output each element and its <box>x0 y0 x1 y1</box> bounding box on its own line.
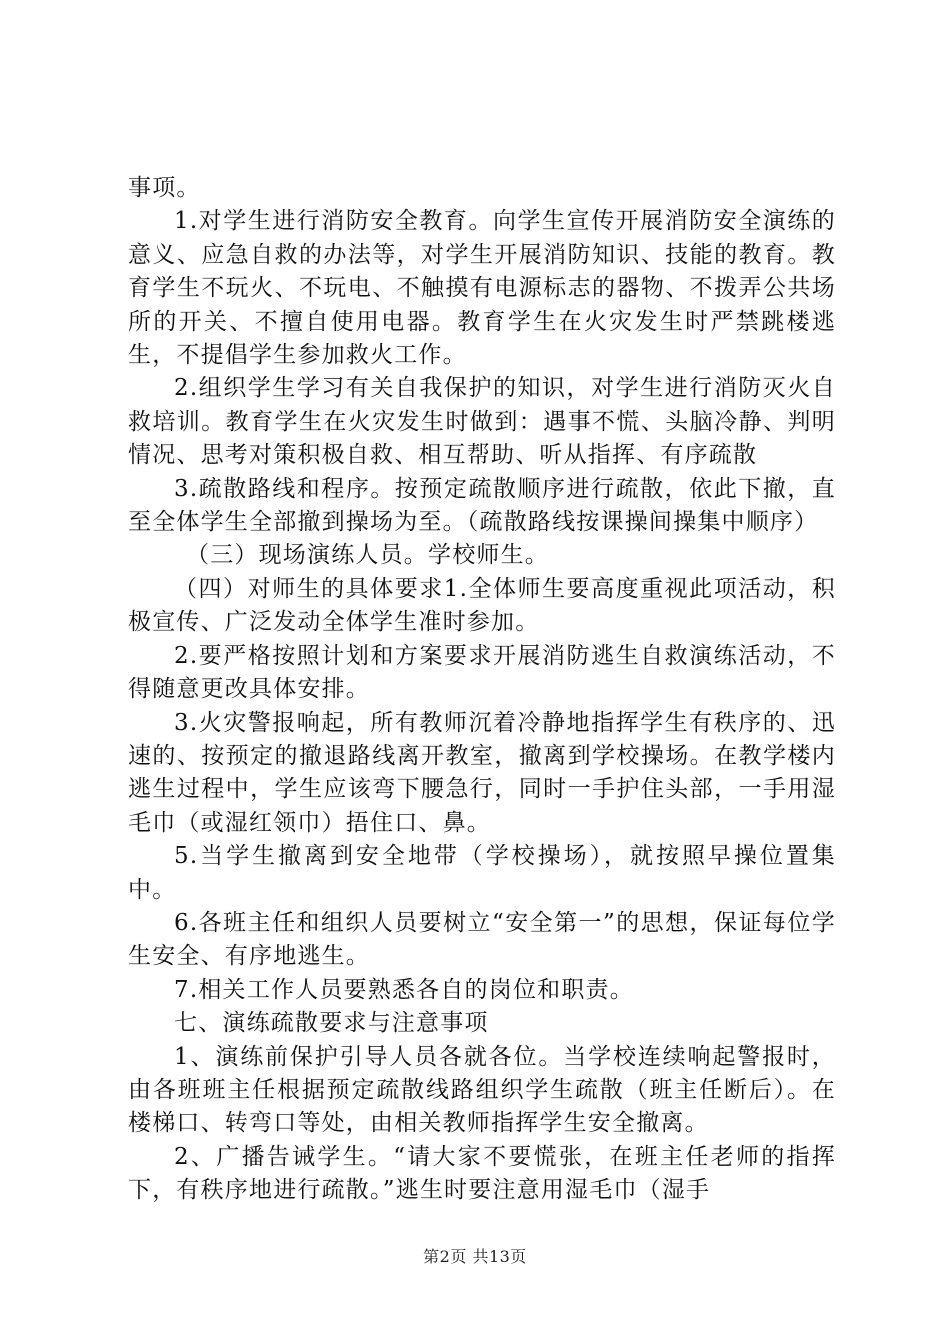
paragraph-requirements-6: 6.各班主任和组织人员要树立“安全第一”的思想，保证每位学生安全、有序地逃生。 <box>128 909 836 970</box>
page-number-footer: 第2页 共13页 <box>423 1247 527 1266</box>
document-body <box>128 172 836 1208</box>
paragraph-evacuation-note-2: 2、广播告诫学生。“请大家不要慌张，在班主任老师的指挥下，有秩序地进行疏散。”逃生时要注意用湿毛巾（湿手 <box>128 1143 836 1204</box>
paragraph-continuation: 事项。 <box>128 175 201 201</box>
paragraph-self-protection-training: 2.组织学生学习有关自我保护的知识，对学生进行消防灭火自救培训。教育学生在火灾发生时做到：遇事不慌、头脑冷静、判明情况、思考对策积极自救、相互帮助、听从指挥、有序疏散 <box>128 375 836 469</box>
paragraph-evacuation-route: 3.疏散路线和程序。按预定疏散顺序进行疏散，依此下撤，直至全体学生全部撤到操场为至。（疏散路线按课操间操集中顺序） <box>128 475 836 536</box>
paragraph-requirements-7: 7.相关工作人员要熟悉各自的岗位和职责。 <box>174 976 634 1003</box>
paragraph-evacuation-note-1: 1、演练前保护引导人员各就各位。当学校连续响起警报时，由各班班主任根据预定疏散线路组织学生疏散（班主任断后）。在楼梯口、转弯口等处，由相关教师指挥学生安全撤离。 <box>128 1043 836 1137</box>
paragraph-requirements-3: 3.火灾警报响起，所有教师沉着冷静地指挥学生有秩序的、迅速的、按预定的撤退路线离开教室，撤离到学校操场。在教学楼内逃生过程中，学生应该弯下腰急行，同时一手护住头部，一手用湿毛巾（或湿红领巾）捂住口、鼻。 <box>128 709 836 836</box>
paragraph-drill-participants: （三）现场演练人员。学校师生。 <box>186 542 549 569</box>
paragraph-requirements-1: （四）对师生的具体要求1.全体师生要高度重视此项活动，积极宣传、广泛发动全体学生准时参加。 <box>128 575 836 636</box>
paragraph-requirements-5: 5.当学生撤离到安全地带（学校操场），就按照早操位置集中。 <box>128 843 836 903</box>
paragraph-fire-safety-education: 1.对学生进行消防安全教育。向学生宣传开展消防安全演练的意义、应急自救的办法等，对学生开展消防知识、技能的教育。教育学生不玩火、不玩电、不触摸有电源标志的器物、不拨弄公共场所的开关、不擅自使用电器。教育学生在火灾发生时严禁跳楼逃生，不提倡学生参加救火工作。 <box>128 208 836 369</box>
section-heading-evacuation-notes: 七、演练疏散要求与注意事项 <box>174 1010 489 1037</box>
paragraph-requirements-2: 2.要严格按照计划和方案要求开展消防逃生自救演练活动，不得随意更改具体安排。 <box>128 642 836 703</box>
